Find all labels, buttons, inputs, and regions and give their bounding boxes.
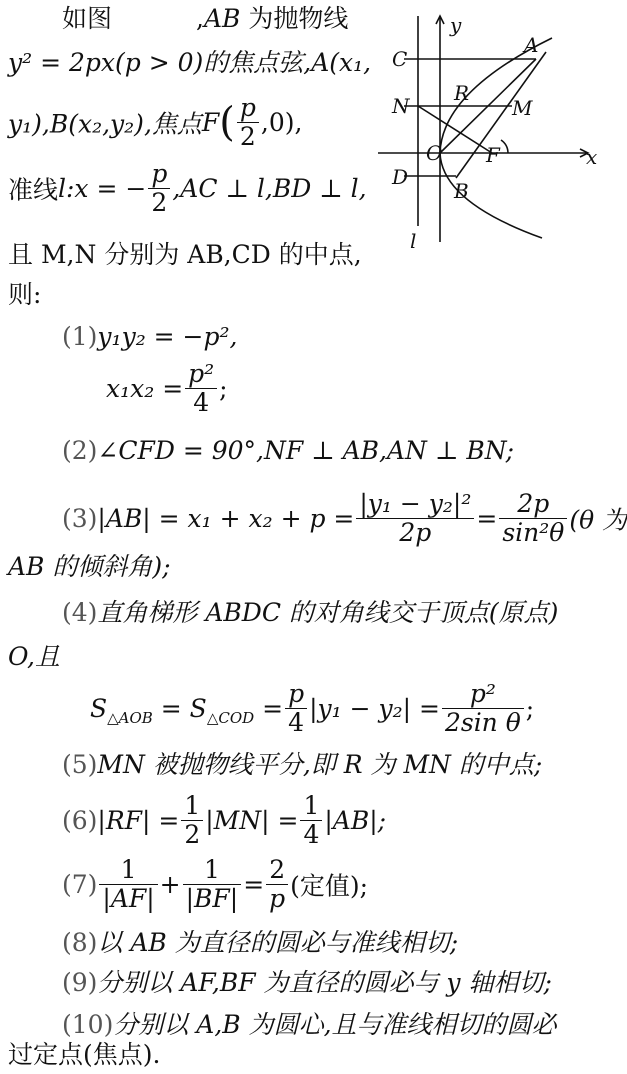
- frac-yy-over-2p: $\frac{\text{|y₁ − y₂|²}}{2p}$: [356, 490, 474, 547]
- frac-p2-over-4: $\frac{\text{p²}}{4}$: [185, 360, 217, 417]
- frac-p2-over-2sin: $\frac{\text{p²}}{\text{2sin θ}}$: [442, 680, 524, 737]
- item-10-line-2: 过定点(焦点).: [8, 1040, 161, 1069]
- label-y: y: [450, 13, 462, 37]
- angle-arc: [501, 140, 508, 153]
- intro-line-4: 准线l:x = − $\frac{p}{2}$ ,AC ⊥ l,BD ⊥ l,: [8, 159, 367, 217]
- item-6: (6)|RF| = $\frac{1}{2}$ |MN| = $\frac{1}{4}$ |AB|;: [62, 791, 387, 849]
- item-2: (2)∠CFD = 90°,NF ⊥ AB,AN ⊥ BN;: [62, 436, 515, 465]
- label-A: A: [524, 33, 539, 57]
- label-l: l: [410, 229, 417, 253]
- item-8: (8)以 AB 为直径的圆必与准线相切;: [62, 928, 459, 957]
- label-O: O: [426, 141, 443, 165]
- item-5: (5)MN 被抛物线平分,即 R 为 MN 的中点;: [62, 750, 543, 779]
- frac-1-over-2: $\frac{1}{2}$: [181, 792, 203, 849]
- frac-p-over-2: $\frac{p}{2}$: [148, 160, 170, 217]
- label-M: M: [512, 96, 533, 120]
- frac-2p-over-sin2: $\frac{2p}{\text{sin²θ}}$: [499, 490, 567, 547]
- item-4-line-1: (4)直角梯形 ABDC 的对角线交于顶点(原点): [62, 598, 559, 627]
- item-1-line-2: x₁x₂ = $\frac{\text{p²}}{4}$ ;: [106, 359, 228, 417]
- label-R: R: [454, 81, 470, 105]
- parabola-figure: [374, 12, 600, 252]
- item-7: (7) $\frac{1}{|AF|}$ + $\frac{1}{|BF|}$ = $\frac{2}{p}$ (定值);: [62, 855, 369, 913]
- item-3-line-1: (3)|AB| = x₁ + x₂ + p = $\frac{\text{|y₁ − y₂|²}}{2p}$ = $\frac{2p}{\text{sin²θ}}$ (θ 为: [62, 489, 627, 547]
- item-4-line-2: O,且: [8, 642, 60, 671]
- label-F: F: [486, 143, 500, 167]
- item-4-line-3: $S_{\triangle AOB} = S_{\triangle COD}$ = $\frac{p}{4}$ |y₁ − y₂| = $\frac{\text{p²}}{\text{2sin θ}}$ ;: [90, 679, 535, 737]
- item-3-line-2: AB 的倾斜角);: [8, 552, 171, 581]
- item-9: (9)分别以 AF,BF 为直径的圆必与 y 轴相切;: [62, 968, 552, 997]
- label-B: B: [454, 179, 469, 203]
- frac-p-over-4: $\frac{p}{4}$: [285, 680, 307, 737]
- frac-1-over-4: $\frac{1}{4}$: [300, 792, 322, 849]
- intro-line-5: 且 M,N 分别为 AB,CD 的中点,: [8, 240, 362, 269]
- intro-line-6: 则:: [8, 280, 42, 309]
- chord-AB: [456, 52, 546, 178]
- label-N: N: [392, 94, 410, 118]
- frac-p-over-2: $\frac{p}{2}$: [237, 94, 259, 151]
- item-10-line-1: (10)分别以 A,B 为圆心,且与准线相切的圆必: [62, 1010, 557, 1039]
- intro-line-2: y² = 2px(p > 0)的焦点弦,A(x₁,: [8, 48, 372, 77]
- item-1-line-1: (1)y₁y₂ = −p²,: [62, 322, 238, 351]
- label-C: C: [392, 47, 408, 71]
- frac-1-over-AF: $\frac{1}{|AF|}$: [99, 856, 157, 913]
- label-D: D: [392, 165, 409, 189]
- frac-2-over-p: $\frac{2}{p}$: [266, 856, 288, 913]
- label-x: x: [586, 145, 598, 169]
- intro-line-1: 如图 ,AB 为抛物线: [62, 4, 349, 33]
- frac-1-over-BF: $\frac{1}{|BF|}$: [183, 856, 242, 913]
- intro-line-3: y₁),B(x₂,y₂),焦点F( $\frac{p}{2}$ ,0),: [8, 93, 303, 151]
